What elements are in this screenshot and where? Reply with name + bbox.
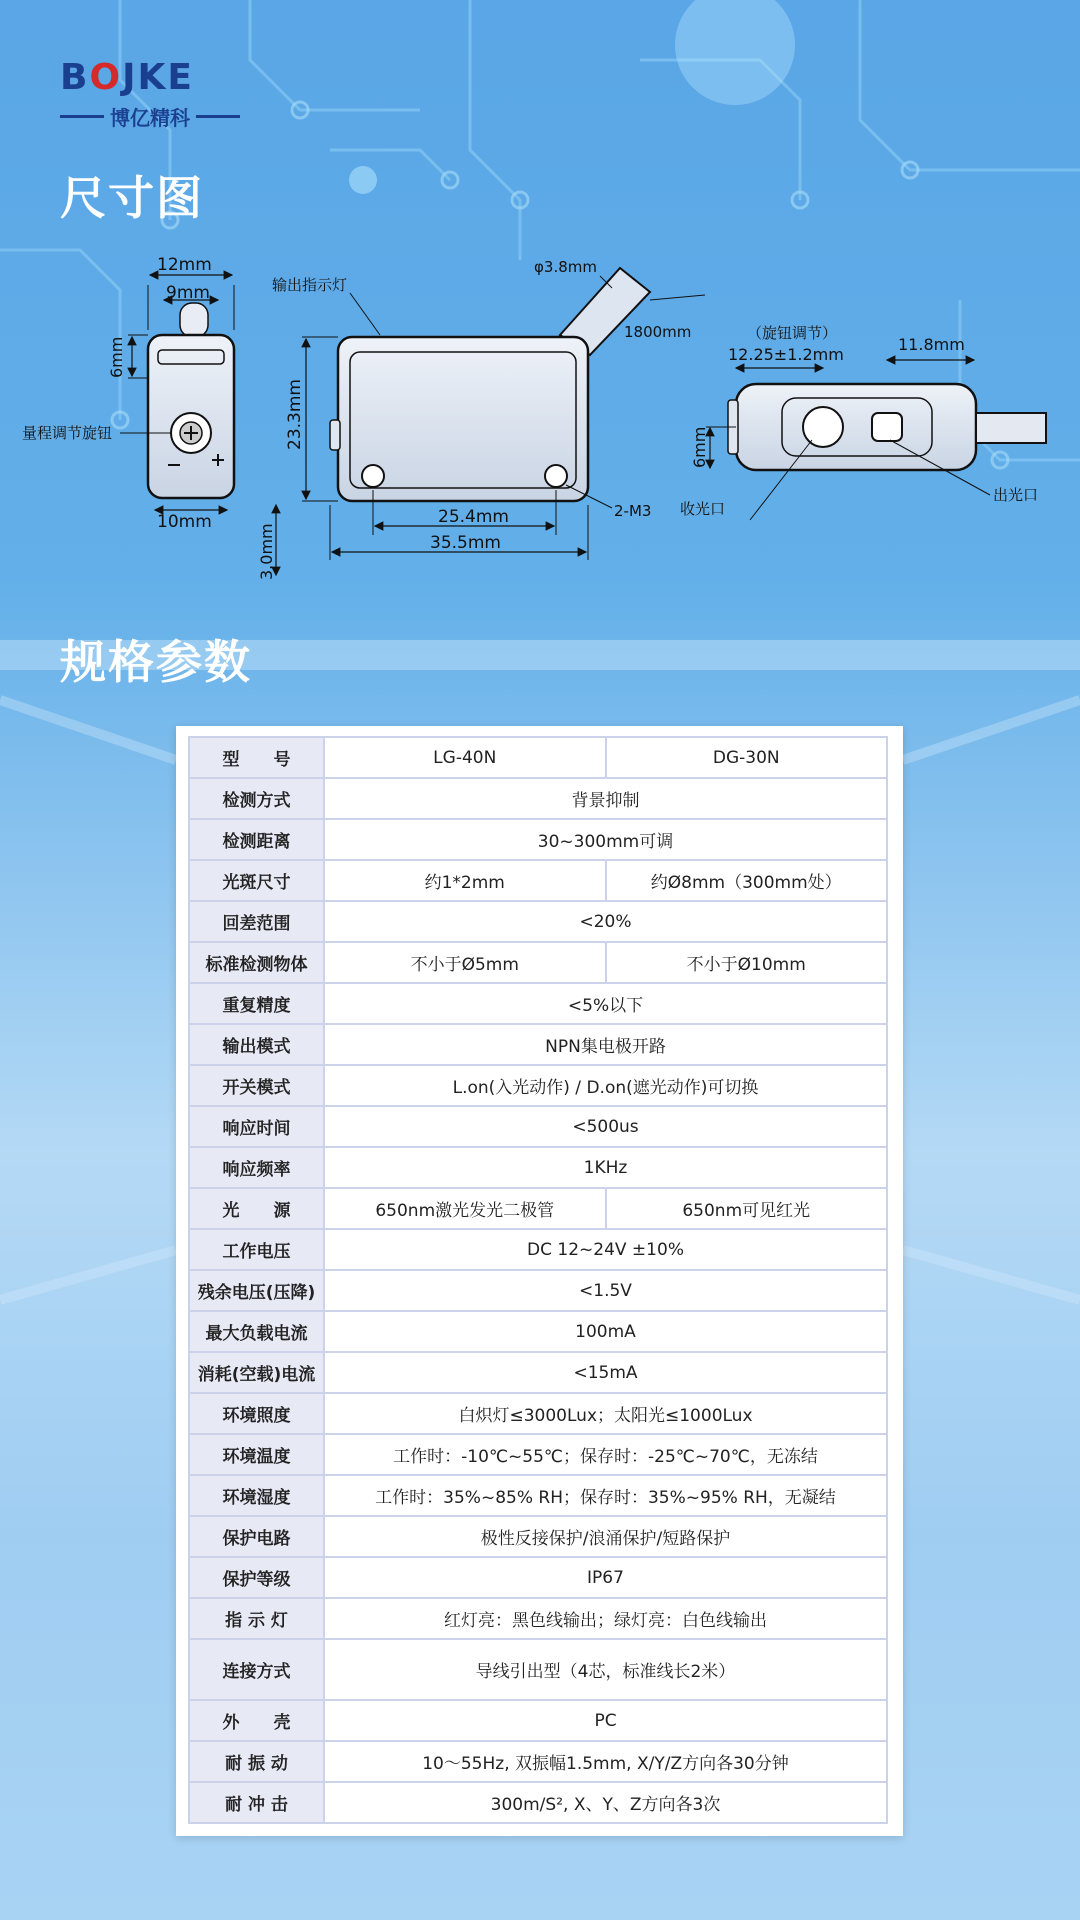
svg-text:3.0mm: 3.0mm	[257, 523, 276, 580]
spec-label: 环境湿度	[189, 1475, 324, 1516]
svg-text:9mm: 9mm	[166, 283, 210, 303]
dimension-drawing	[0, 240, 1080, 600]
spec-value: L.on(入光动作) / D.on(遮光动作)可切换	[324, 1065, 887, 1106]
spec-label: 标准检测物体	[189, 942, 324, 983]
spec-value: 工作时：-10℃~55℃；保存时：-25℃~70℃，无冻结	[324, 1434, 887, 1475]
spec-value: <500us	[324, 1106, 887, 1147]
spec-value: PC	[324, 1700, 887, 1741]
spec-label: 重复精度	[189, 983, 324, 1024]
spec-row	[189, 1700, 887, 1741]
spec-value-dg30n: 650nm可见红光	[606, 1188, 888, 1229]
spec-value: 30~300mm可调	[324, 819, 887, 860]
spec-row	[189, 1229, 887, 1270]
spec-header-row	[189, 737, 887, 778]
spec-row	[189, 1598, 887, 1639]
spec-row	[189, 860, 887, 901]
spec-value: 极性反接保护/浪涌保护/短路保护	[324, 1516, 887, 1557]
spec-value-dg30n: 不小于Ø10mm	[606, 942, 888, 983]
spec-value: <1.5V	[324, 1270, 887, 1311]
front-view	[22, 255, 276, 580]
svg-text:11.8mm: 11.8mm	[898, 335, 965, 354]
specs-title: 规格参数	[60, 635, 252, 689]
dimensions-title: 尺寸图	[60, 171, 204, 225]
spec-row	[189, 1434, 887, 1475]
spec-label: 耐 冲 击	[189, 1782, 324, 1823]
spec-row	[189, 1639, 887, 1700]
spec-value: 工作时：35%~85% RH；保存时：35%~95% RH，无凝结	[324, 1475, 887, 1516]
svg-text:12mm: 12mm	[157, 255, 212, 275]
spec-value-lg40n: 约1*2mm	[324, 860, 606, 901]
spec-row	[189, 1065, 887, 1106]
svg-text:35.5mm: 35.5mm	[430, 533, 501, 553]
spec-label: 外 壳	[189, 1700, 324, 1741]
brand-wordmark: BOJKE	[60, 57, 194, 98]
spec-row	[189, 1516, 887, 1557]
spec-row	[189, 1393, 887, 1434]
svg-text:6mm: 6mm	[690, 426, 709, 468]
spec-value: 导线引出型（4芯，标准线长2米）	[324, 1639, 887, 1700]
spec-label: 保护电路	[189, 1516, 324, 1557]
spec-row	[189, 819, 887, 860]
side-view	[272, 258, 705, 560]
spec-row	[189, 1557, 887, 1598]
spec-label: 开关模式	[189, 1065, 324, 1106]
spec-label: 残余电压(压降)	[189, 1270, 324, 1311]
spec-value: DC 12~24V ±10%	[324, 1229, 887, 1270]
spec-row	[189, 1475, 887, 1516]
spec-row	[189, 1311, 887, 1352]
spec-label: 最大负载电流	[189, 1311, 324, 1352]
svg-text:12.25±1.2mm: 12.25±1.2mm	[728, 345, 844, 364]
svg-text:（旋钮调节）: （旋钮调节）	[747, 324, 838, 342]
spec-row	[189, 778, 887, 819]
spec-row	[189, 1188, 887, 1229]
model-dg30n: DG-30N	[606, 737, 888, 778]
spec-value: <15mA	[324, 1352, 887, 1393]
spec-label: 工作电压	[189, 1229, 324, 1270]
spec-label: 型 号	[189, 737, 324, 778]
spec-value-lg40n: 不小于Ø5mm	[324, 942, 606, 983]
svg-text:输出指示灯: 输出指示灯	[272, 276, 348, 294]
svg-text:量程调节旋钮: 量程调节旋钮	[22, 424, 113, 442]
spec-row	[189, 1352, 887, 1393]
spec-value: IP67	[324, 1557, 887, 1598]
rear-view	[680, 324, 1046, 520]
spec-value: 300m/S², X、Y、Z方向各3次	[324, 1782, 887, 1823]
spec-value: 背景抑制	[324, 778, 887, 819]
spec-value: 白炽灯≤3000Lux；太阳光≤1000Lux	[324, 1393, 887, 1434]
svg-text:10mm: 10mm	[157, 512, 212, 532]
spec-value: 10～55Hz, 双振幅1.5mm, X/Y/Z方向各30分钟	[324, 1741, 887, 1782]
svg-text:25.4mm: 25.4mm	[438, 507, 509, 527]
brand-tagline: 博亿精科	[60, 102, 240, 131]
spec-label: 连接方式	[189, 1639, 324, 1700]
spec-label: 指 示 灯	[189, 1598, 324, 1639]
spec-label: 响应时间	[189, 1106, 324, 1147]
svg-text:2-M3: 2-M3	[614, 502, 652, 520]
spec-label: 保护等级	[189, 1557, 324, 1598]
spec-label: 耐 振 动	[189, 1741, 324, 1782]
spec-row	[189, 1147, 887, 1188]
spec-label: 检测距离	[189, 819, 324, 860]
brand-logo	[60, 58, 240, 131]
spec-label: 环境温度	[189, 1434, 324, 1475]
spec-label: 消耗(空载)电流	[189, 1352, 324, 1393]
svg-text:φ3.8mm: φ3.8mm	[534, 258, 597, 276]
spec-label: 回差范围	[189, 901, 324, 942]
spec-row	[189, 1106, 887, 1147]
spec-label: 检测方式	[189, 778, 324, 819]
spec-table-card	[176, 726, 903, 1836]
spec-label: 环境照度	[189, 1393, 324, 1434]
spec-value-lg40n: 650nm激光发光二极管	[324, 1188, 606, 1229]
spec-label: 光 源	[189, 1188, 324, 1229]
spec-row	[189, 1741, 887, 1782]
spec-value: NPN集电极开路	[324, 1024, 887, 1065]
spec-value: 红灯亮：黑色线输出；绿灯亮：白色线输出	[324, 1598, 887, 1639]
spec-value-dg30n: 约Ø8mm（300mm处）	[606, 860, 888, 901]
spec-value: 100mA	[324, 1311, 887, 1352]
svg-text:23.3mm: 23.3mm	[285, 379, 305, 450]
svg-text:出光口: 出光口	[993, 486, 1039, 504]
spec-label: 光斑尺寸	[189, 860, 324, 901]
spec-row	[189, 1270, 887, 1311]
spec-row	[189, 983, 887, 1024]
svg-text:6mm: 6mm	[107, 336, 126, 378]
spec-value: <20%	[324, 901, 887, 942]
spec-row	[189, 1024, 887, 1065]
spec-label: 输出模式	[189, 1024, 324, 1065]
svg-text:收光口: 收光口	[680, 500, 726, 518]
spec-table	[188, 736, 888, 1824]
spec-value: <5%以下	[324, 983, 887, 1024]
spec-row	[189, 942, 887, 983]
spec-label: 响应频率	[189, 1147, 324, 1188]
spec-row	[189, 901, 887, 942]
spec-value: 1KHz	[324, 1147, 887, 1188]
model-lg40n: LG-40N	[324, 737, 606, 778]
spec-row	[189, 1782, 887, 1823]
svg-text:1800mm: 1800mm	[624, 323, 692, 341]
